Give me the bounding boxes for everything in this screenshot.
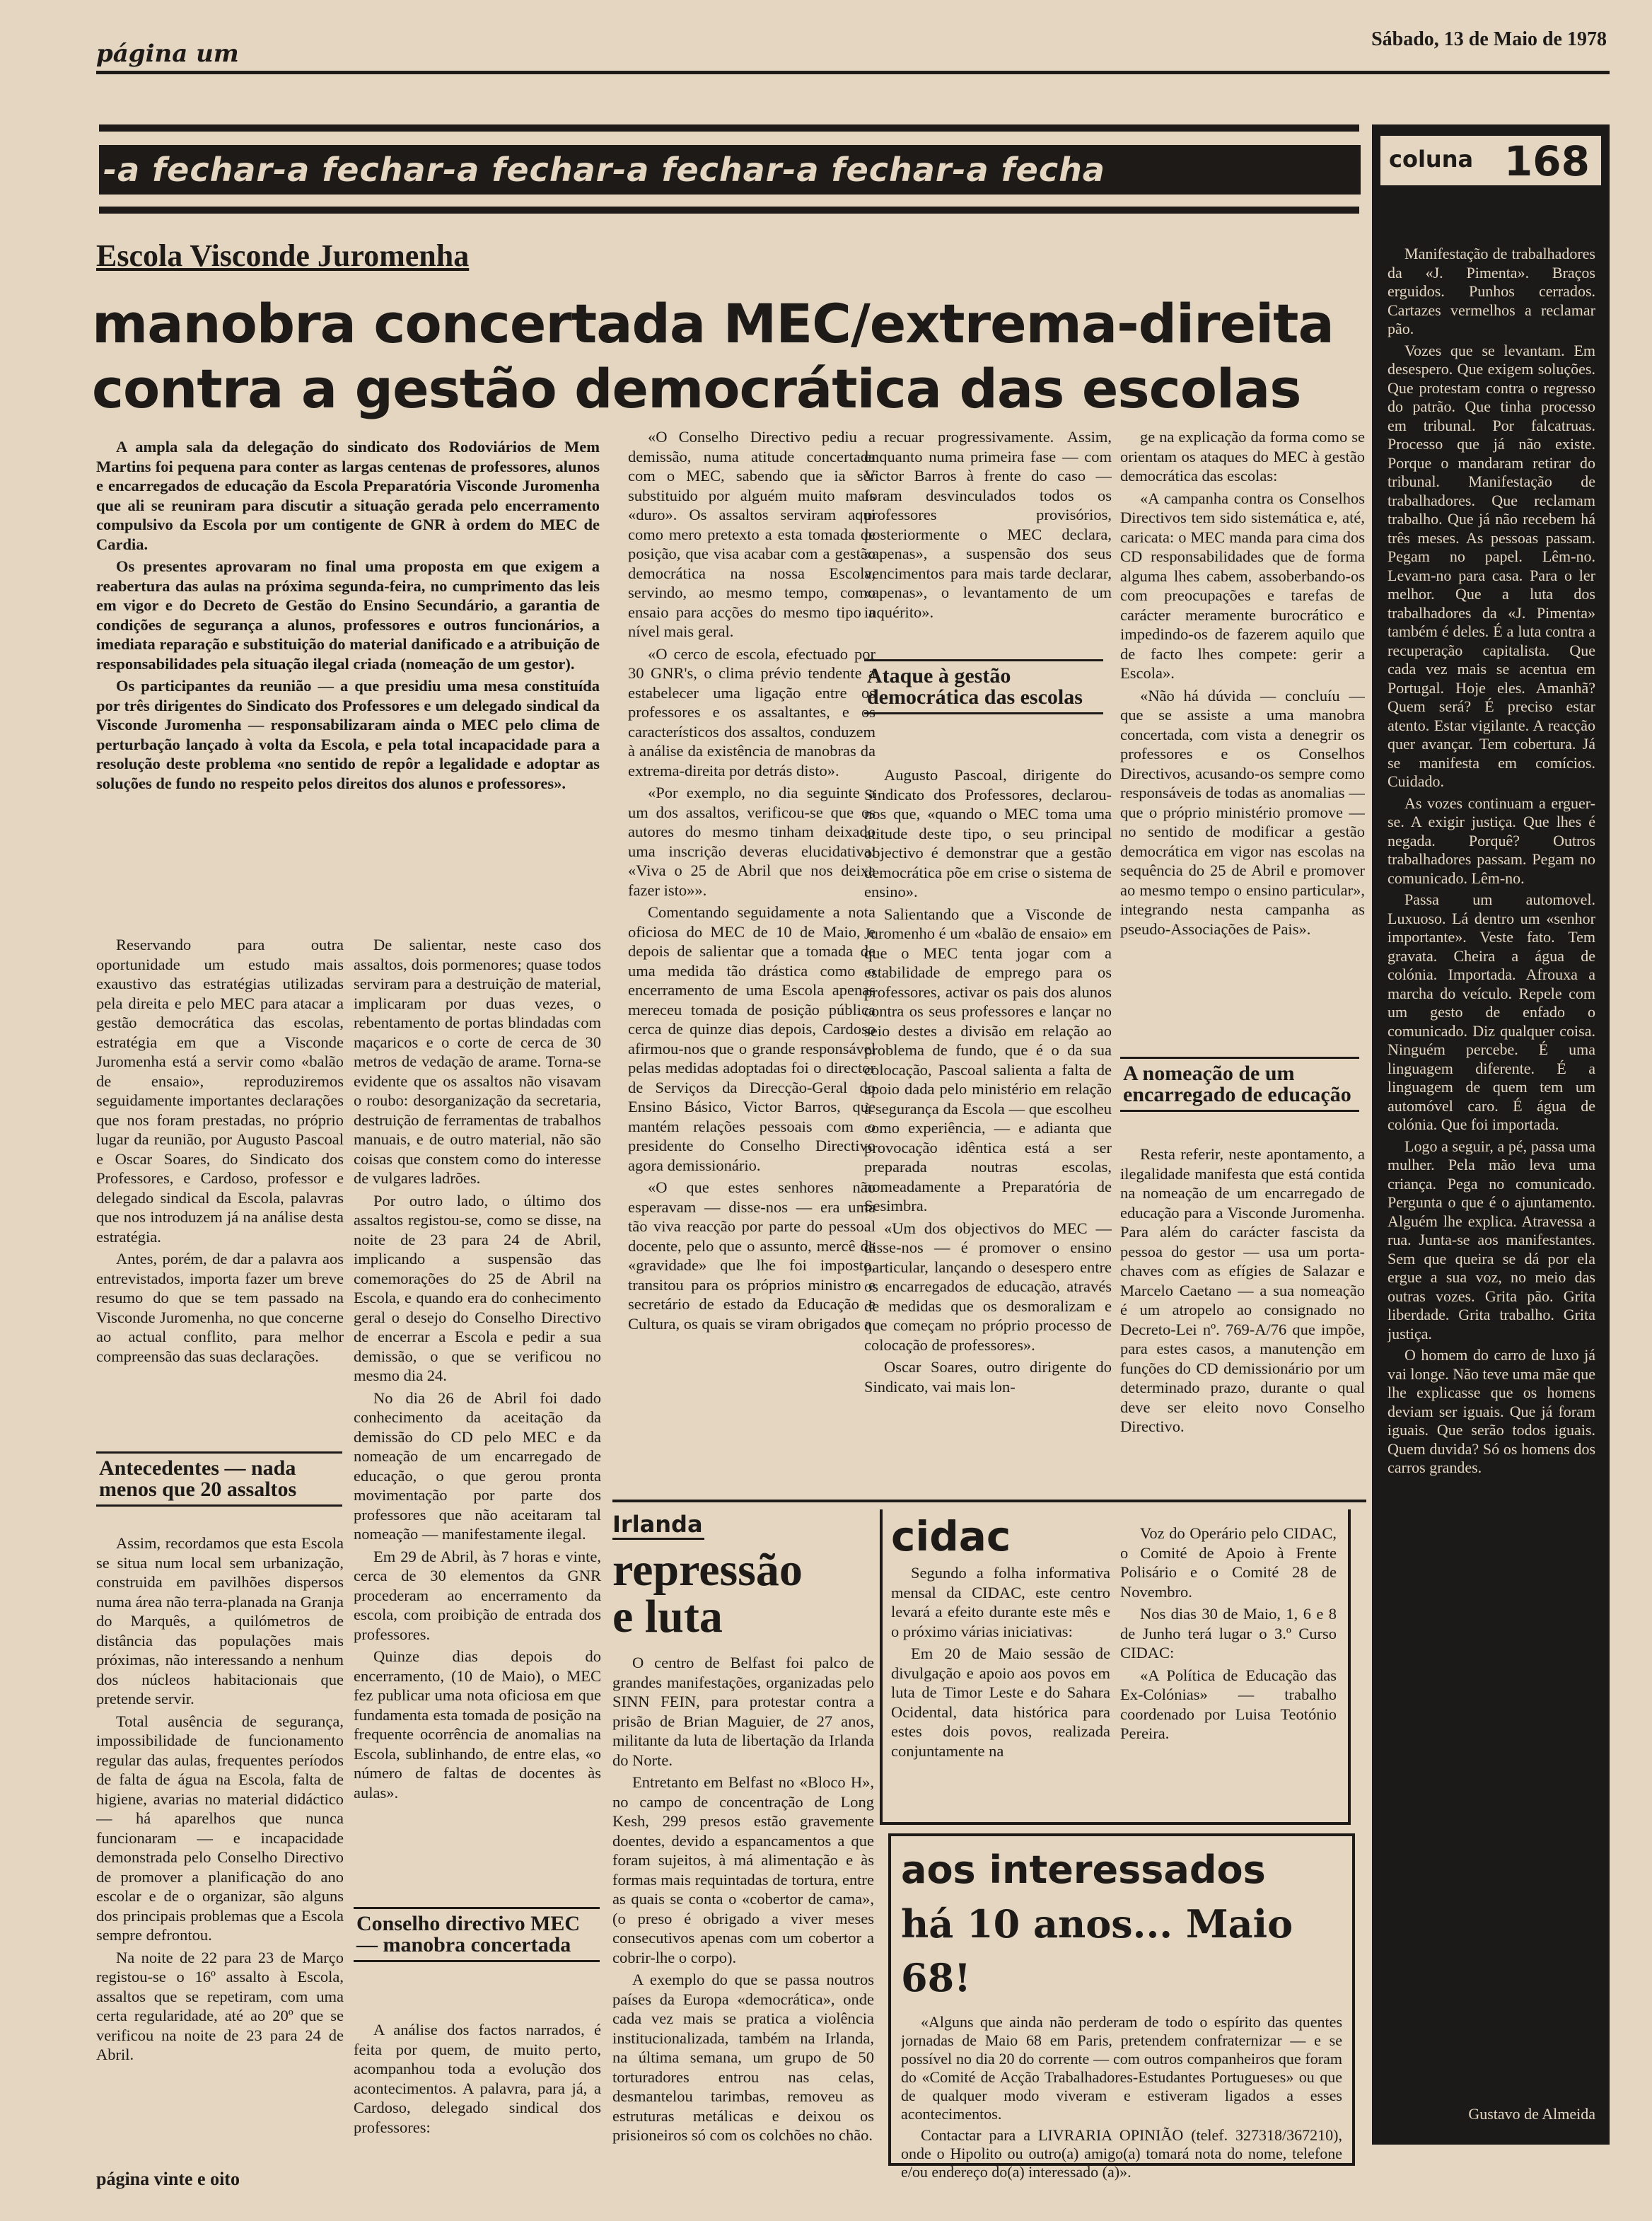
maio68-body [901,2013,1342,2190]
body-paragraph: Em 20 de Maio sessão de divulgação e apoio aos povos em luta de Timor Leste e do Sahara Ocidental, data histórica para estes dois povos, realizada conjuntamente na [891,1645,1110,1760]
subheading-conselho: Conselho directivo MEC — manobra concertada [354,1907,600,1962]
body-paragraph: Augusto Pascoal, dirigente do Sindicato dos Professores, declarou-nos que, «quando o MEC toma uma atitude deste tipo, o seu principal objectivo é demonstrar que a gestão democrática põe em crise o sistema de ensino». [864,766,1112,900]
sidebar-header [1380,136,1601,185]
body-paragraph: Em 29 de Abril, às 7 horas e vinte, cerca de 30 elementos da GNR procederam ao encerramento da escola, com proibição de entrada dos professores. [354,1547,601,1643]
article-kicker: Escola Visconde Juromenha [96,238,470,273]
section-label: página um [96,40,239,68]
body-paragraph: Segundo a folha informativa mensal da CIDAC, este centro levará a efeito durante este mês e o próximo várias iniciativas: [891,1564,1110,1640]
body-paragraph: Total ausência de segurança, impossibilidade de funcionamento regular das aulas, frequentes períodos de falta de água na Escola, falta de higiene, avarias no material didáctico — há aparelhos que nunca funcionaram — e incapacidade demonstrada pelo Conselho Directivo de promover a planificação do ano escolar e de o organizar, são alguns dos principais problemas que a Escola sempre defrontou. [96,1712,344,1944]
body-paragraph: Entretanto em Belfast no «Bloco H», no campo de concentração de Long Kesh, 299 presos estão gravemente doentes, devido a espancamentos a que foram sujeitos, à má alimentação e às formas mais requintadas de tortura, entre as quais se conta o «cobertor de cama», (o preso é obrigado a viver meses consecutivos apenas com um cobertor a cobrir-lhe o corpo). [612,1773,874,1966]
article-column-2 [354,935,601,1897]
body-paragraph: «Por exemplo, no dia seguinte a um dos assaltos, verificou-se que os autores do mesmo tinham deixado uma inscrição deveras elucidativa: «Viva o 25 de Abril que nos deixa fazer isto»». [628,784,876,899]
body-paragraph: O centro de Belfast foi palco de grandes manifestações, organizadas pelo SINN FEIN, para protestar contra a prisão de Brian Maguier, de 27 anos, militante da luta de libertação da Irlanda do Norte. [612,1654,874,1769]
body-paragraph: Resta referir, neste apontamento, a ilegalidade manifesta que está contida na nomeação de um encarregado de educação para a Visconde Juromenha. Para além do carácter fascista da pessoa do gestor — usa um porta-chaves com as efígies de Salazar e Marcelo Caetano — a sua nomeação é um atropelo ao consignado no Decreto-Lei nº. 769-A/76 que impõe, para estes casos, a manutenção em funções do CD demissionário por um determinado prazo, durante o qual deve ser eleito novo Conselho Directivo. [1120,1145,1365,1435]
body-paragraph: Assim, recordamos que esta Escola se situa num local sem urbanização, construida em pavilhões dispersos numa área não terra-planada na Granja do Marquês, a quilómetros de distância das populações mais próximas, não interessando a nenhum dos núcleos habitacionais que pretende servir. [96,1534,344,1707]
footer-page-ref: página vinte e oito [96,2169,240,2189]
cidac-column-2 [1120,1524,1337,1815]
body-paragraph: «O que estes senhores não esperavam — disse-nos — era uma tão viva reacção por parte do pessoal docente, pelo que o assunto, mercê da «gravidade» que lhe foi imposto, transitou para os próprios ministro e secretário de estado da Educação e Cultura, os quais se viram obrigados a [628,1178,876,1333]
article-column-2b [354,2020,601,2162]
body-paragraph: Nos dias 30 de Maio, 1, 6 e 8 de Junho terá lugar o 3.º Curso CIDAC: [1120,1605,1337,1662]
header-rule [96,71,1610,74]
body-paragraph: Passa um automovel. Luxuoso. Lá dentro um «senhor importante». Veste fato. Tem gravata. Cheira a água de colónia. Importada. Afrouxa a marcha do veículo. Repele com um gesto de enfado o comunicado. Diz qualquer coisa. Ninguém percebe. É uma linguagem diferente. É a linguagem de quem tem um automóvel caro. É água de colónia. Que foi importada. [1388,891,1595,1133]
body-paragraph: Reservando para outra oportunidade um estudo mais exaustivo das estratégias utilizadas pela direita e pelo MEC para atacar a gestão democrática das escolas, estratégia em que a Visconde Juromenha está a servir como «balão de ensaio», reproduziremos seguidamente importantes declarações que nos foram prestadas, no próprio lugar da reunião, por Augusto Pascoal e Oscar Soares, do Sindicato dos Professores, e Cardoso, professor e delegado sindical da Escola, palavras que nos introduzem já na análise desta estratégia. [96,936,344,1246]
body-paragraph: «A Política de Educação das Ex-Colónias» — trabalho coordenado por Luisa Teotónio Pereira. [1120,1666,1337,1742]
headline-line-2: contra a gestão democrática das escolas [92,357,1301,420]
article-column-5b [1120,1144,1365,1487]
sidebar-number: 168 [1503,137,1590,185]
body-paragraph: Por outro lado, o último dos assaltos registou-se, como se disse, na noite de 23 para 24 de Abril, implicando a suspensão das comemorações do 25 de Abril na Escola, e quando era do conhecimento geral o desejo do Conselho Directivo de encerrar a Escola e pedir a sua demissão, o que se verificou no mesmo dia 24. [354,1191,601,1384]
body-paragraph: «Não há dúvida — concluíu — que se assiste a uma manobra concertada, com vista a denegrir os professores e os Conselhos Directivos, acusando-os sempre como responsáveis de todas as anomalias — que o próprio ministério promove — no sentido de modificar a gestão democrática em vigor nas escolas na sequência do 25 de Abril e promover ao mesmo tempo o ensino particular», integrando nesta campanha as pseudo-Associações de Pais». [1120,686,1365,938]
lower-section-rule [612,1500,1366,1502]
banner-top-rule [99,124,1359,132]
body-paragraph: «Alguns que ainda não perderam de todo o espírito das quentes jornadas de Maio 68 em Paris, pretendem confraternizar — e se possível no dia 20 do corrente — com outros companheiros que foram do «Comité de Acção Trabalhadores-Estudantes Portugueses» ou que de qualquer modo viveram e estiveram ligados a esses acontecimentos. [901,2013,1342,2123]
article-column-5a [1120,427,1365,1057]
article-column-4b [864,765,1112,1484]
body-paragraph: «Um dos objectivos do MEC — disse-nos — é promover o ensino particular, lançando o desespero entre os encarregados de educação, através de medidas que os desmoralizam e que começam no próprio processo de colocação de professores». [864,1219,1112,1354]
irlanda-headline-line-1: repressão [612,1544,803,1596]
maio68-box [888,1833,1355,2181]
body-paragraph: «A campanha contra os Conselhos Directivos tem sido sistemática e, até, caricata: o MEC manda para cima dos CD responsabilidades que de forma alguma lhes cabem, assoberbando-os com preocupações e tarefas de carácter meramente burocrático e impedindo-os de fazerem aquilo que de facto lhes compete: gerir a Escola». [1120,489,1365,682]
body-paragraph: recuar progressivamente. Assim, enquanto numa primeira fase — com Victor Barros à frente do caso — foram desvinculados todos os professores provisórios, posteriormente o MEC declara, «apenas», a suspensão dos seus vencimentos para mais tarde declarar, «apenas», o levantamento de um inquérito». [864,428,1112,621]
sidebar-signature: Gustavo de Almeida [1468,2105,1595,2123]
sidebar-body [1388,245,1595,2077]
irlanda-headline [612,1544,874,1642]
cidac-title: cidac [891,1512,1011,1560]
article-column-1b [96,1533,344,2156]
body-paragraph: A exemplo do que se passa noutros países da Europa «democrática», onde cada vez mais se pratica a violência institucionalizada, também na Irlanda, na última semana, um grupo de 50 torturadores entrou nas celas, desmantelou tarimbas, removeu as estruturas metálicas e deixou os prisioneiros só com os colchões no chão. [612,1971,874,2144]
body-paragraph: De salientar, neste caso dos assaltos, dois pormenores; quase todos serviram para a destruição de material, implicaram por duas vezes, o rebentamento de portas blindadas com maçaricos e o corte de cerca de 30 metros de vedação de arame. Torna-se evidente que os assaltos não visavam o roubo: desorganização da secretaria, destruição de ferramentas de trabalhos manuais, e de outro material, não são coisas que constem como do interesse de vulgares ladrões. [354,936,601,1187]
lead-paragraph: Os presentes aprovaram no final uma proposta em que exigem a reabertura das aulas na próxima segunda-feira, no cumprimento das leis em vigor e do Decreto de Gestão do Ensino Secundário, a garantia de condições de segurança a alunos, professores e outros funcionários, a imediata reparação e substituição do material danificado e a atribuição de responsabilidades pela situação ilegal criada (nomeação de um gestor). [96,557,600,673]
sidebar-column [1372,124,1610,2145]
article-headline [92,291,1365,422]
body-paragraph: ge na explicação da forma como se orientam os ataques do MEC à gestão democrática das escolas: [1120,428,1365,485]
date-line: Sábado, 13 de Maio de 1978 [1371,28,1607,50]
body-paragraph: Contactar para a LIVRARIA OPINIÃO (telef. 327318/367210), onde o Hipolito ou outro(a) amigo(a) tomará nota do nome, telefone e/ou endereço do(a) interessado (a)». [901,2126,1342,2181]
article-column-4a [864,427,1112,646]
body-paragraph: O homem do carro de luxo já vai longe. Não teve uma mãe que lhe explicasse que os homens deviam ser iguais. Que já foram iguais. Que serão todos iguais. Quem duvida? Só os homens dos carros grandes. [1388,1346,1595,1476]
article-column-1 [96,935,344,1444]
body-paragraph: Quinze dias depois do encerramento, (10 de Maio), o MEC fez publicar uma nota oficiosa em que fundamenta esta tomada de posição na frequente ocorrência de anomalias na Escola, sublinhando, de entre elas, «o número de faltas de docentes às aulas». [354,1647,601,1802]
headline-line-1: manobra concertada MEC/extrema-direita [92,292,1334,355]
subheading-antecedentes: Antecedentes — nada menos que 20 assaltos [96,1451,342,1507]
body-paragraph: As vozes continuam a erguer-se. A exigir justiça. Que lhes é negada. Porquê? Outros trabalhadores passam. Pegam no comunicado. Lêm-no. [1388,794,1595,887]
body-paragraph: Voz do Operário pelo CIDAC, o Comité de Apoio à Frente Polisário e o Comité 28 de Novembro. [1120,1524,1337,1601]
article-column-3 [628,427,876,1488]
body-paragraph: Oscar Soares, outro dirigente do Sindicato, vai mais lon- [864,1358,1112,1396]
lead-paragraph: Os participantes da reunião — a que presidiu uma mesa constituída por três dirigentes do Sindicato dos Professores e um delegado sindical da Visconde Juromenha — responsabilizaram ainda o MEC pelo clima de perturbação lançado à volta da Escola, e pela total incapacidade para a resolução deste problema «no sentido de repôr a legalidade e adoptar as soluções de fundo no respeito pelos direitos dos alunos e professores». [96,677,600,792]
body-paragraph: Comentando seguidamente a nota oficiosa do MEC de 10 de Maio, e depois de salientar que a tomada de uma medida tão drástica como o encerramento de uma Escola apenas mereceu tomada de posição pública cerca de quinze dias depois, Cardoso afirmou-nos que o grande responsável pelas medidas adoptadas foi o director de Serviços da Direcção-Geral do Ensino Básico, Victor Barros, que mantém relações pessoais com o presidente do Conselho Directivo agora demissionário. [628,903,876,1174]
body-paragraph: «O Conselho Directivo pediu a demissão, numa atitude concertada com o MEC, sabendo que ia ser substituido por alguém muito mais «duro». Os assaltos serviram aqui como mero pretexto a esta tomada de posição, que visa acabar com a gestão democrática na nossa Escola, servindo, ao mesmo tempo, como ensaio para acções do mesmo tipo a nível mais geral. [628,428,876,640]
body-paragraph: Logo a seguir, a pé, passa uma mulher. Pela mão leva uma criança. Pega no comunicado. Pergunta o que é o ajuntamento. Alguém lhe explica. Atravessa a rua. Junta-se aos manifestantes. Sem que queira se dá por ela ergue a sua voz, no meio das outras vozes. Grita pão. Grita liberdade. Grita trabalho. Grita justiça. [1388,1137,1595,1343]
body-paragraph: Salientando que a Visconde de Juromenho é um «balão de ensaio» em que o MEC tenta jogar com a estabilidade de emprego para os professores, activar os pais dos alunos contra os seus professores e lançar no seio destes a divisão em relação ao problema de fundo, que é o da sua colocação, Pascoal salienta a falta de apoio dada pelo ministério em relação à segurança da Escola — que escolheu como experiência, — e adianta que provocação idêntica está a ser preparada noutras escolas, nomeadamente a Preparatória de Sesimbra. [864,905,1112,1214]
cidac-column-1 [891,1563,1110,1815]
maio68-title [901,1843,1342,2005]
maio68-title-line-1: aos interessados [901,1848,1266,1892]
body-paragraph: Na noite de 22 para 23 de Março registou-se o 16º assalto à Escola, assaltos que se repetiram, com uma certa regularidade, até ao 20º que se verificou na noite de 23 para 24 de Abril. [96,1948,344,2063]
banner-strip: -a fechar-a fechar-a fechar-a fechar-a fechar-a fecha [99,145,1361,195]
maio68-title-line-2: há 10 anos... Maio 68! [901,1901,1293,2000]
subheading-nomeacao: A nomeação de um encarregado de educação [1120,1057,1359,1112]
body-paragraph: Manifestação de trabalhadores da «J. Pimenta». Braços erguidos. Punhos cerrados. Cartazes vermelhos a reclamar pão. [1388,245,1595,337]
cidac-box [880,1509,1351,1825]
irlanda-headline-line-2: e luta [612,1591,723,1642]
body-paragraph: «O cerco de escola, efectuado por 30 GNR's, o clima prévio tendente a estabelecer uma ligação entre os professores e os assaltantes, e os característicos dos assaltos, conduzem à análise da existência de manobras da extrema-direita por detrás disto». [628,644,876,779]
body-paragraph: A análise dos factos narrados, é feita por quem, de muito perto, acompanhou toda a evolução dos acontecimentos. A palavra, para já, a Cardoso, delegado sindical dos professores: [354,2021,601,2136]
irlanda-kicker: Irlanda [612,1511,704,1540]
body-paragraph: Antes, porém, de dar a palavra aos entrevistados, importa fazer um breve resumo do que se tem passado na Visconde Juromenha, no que concerne ao actual conflito, para melhor compreensão das suas declarações. [96,1250,344,1365]
banner-bottom-rule [99,207,1359,214]
irlanda-body [612,1653,874,2162]
subheading-ataque: Ataque à gestão democrática das escolas [864,659,1103,714]
body-paragraph: No dia 26 de Abril foi dado conhecimento da aceitação da demissão do CD pelo MEC e da nomeação de um encarregado de educação, o que gerou pronta movimentação por parte dos professores que não aceitaram tal nomeação — manifestamente ilegal. [354,1388,601,1543]
article-lead [96,437,600,922]
lead-paragraph: A ampla sala da delegação do sindicato dos Rodoviários de Mem Martins foi pequena para conter as largas centenas de professores, alunos e encarregados de educação da Escola Preparatória Visconde Juromenha que ali se reuniram para discutir a situação gerada pelo encerramento compulsivo da Escola por um contigente de GNR à ordem do MEC de Cardia. [96,438,600,553]
irlanda-box [612,1511,874,2169]
sidebar-label: coluna [1389,146,1474,173]
body-paragraph: Vozes que se levantam. Em desespero. Que exigem soluções. Que protestam contra o regresso do patrão. Que tinha processo em tribunal. Por falcatruas. Processo que já não existe. Porque o mandaram retirar do tribunal. Manifestação de trabalhadores. Que reclamam trabalho. Que já não recebem há três meses. As pessoas passam. Pegam no papel. Lêm-no. Levam-no para casa. Para o ler melhor. Que a luta dos trabalhadores da «J. Pimenta» também é deles. É a luta contra a recuperação capitalista. Que cada vez mais se acentua em Portugal. Hoje eles. Amanhã? Quem será? É preciso estar atento. Estar vigilante. A reacção quer avançar. Tem cobertura. Já se manifesta em comícios. Cuidado. [1388,341,1595,790]
